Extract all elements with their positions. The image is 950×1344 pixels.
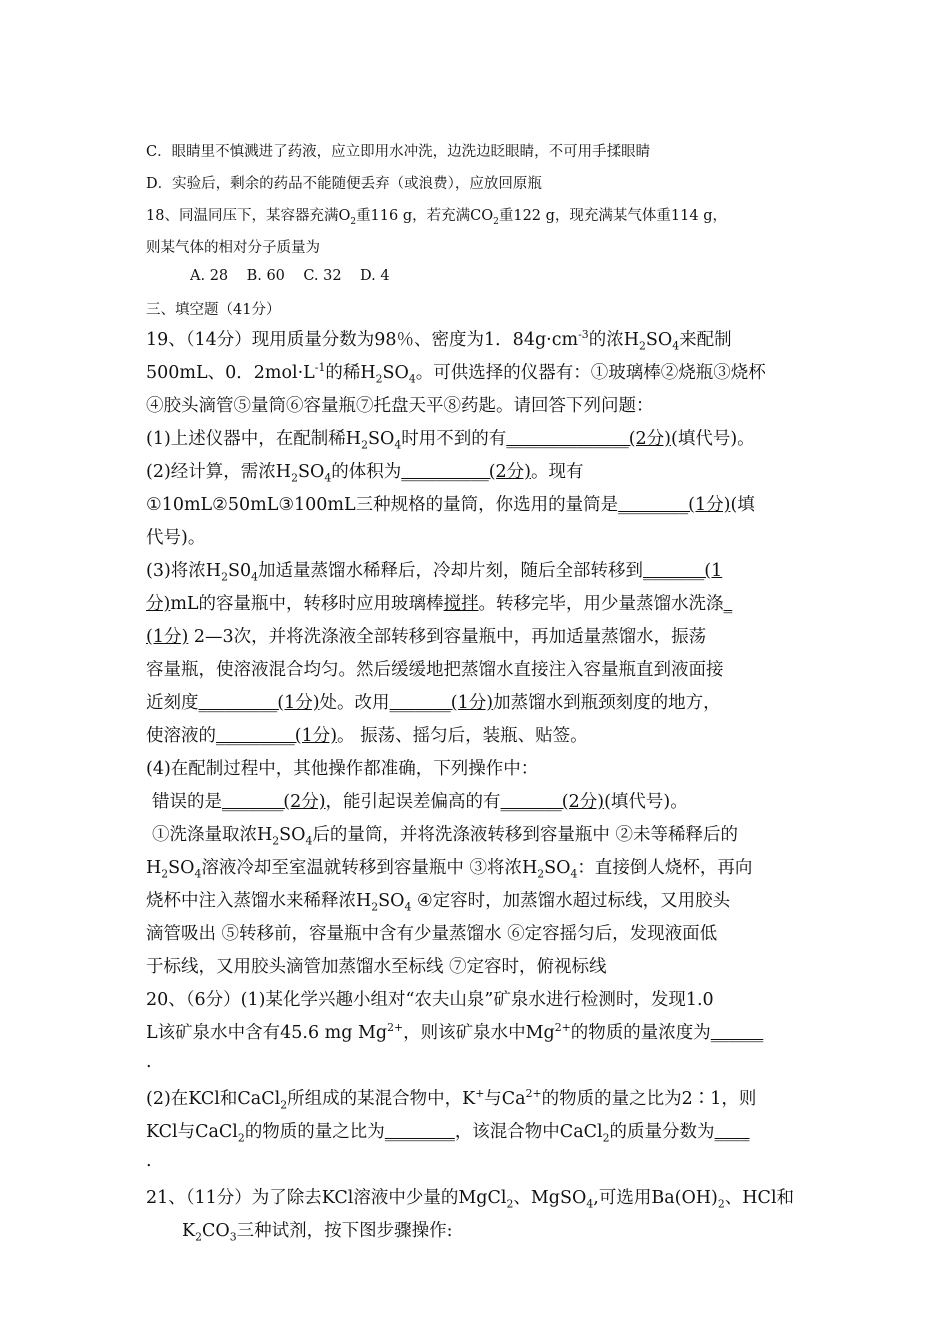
text-span: 、MgSO: [513, 1188, 587, 1208]
text-span: CO: [201, 1221, 230, 1241]
blank: __________(2分): [401, 462, 532, 482]
subscript: 2: [291, 471, 298, 485]
text-span: 处。改用: [319, 693, 390, 713]
subscript: 2: [602, 1131, 610, 1145]
text-span: 溶液冷却至室温就转移到容量瓶中 ③将浓H: [201, 858, 538, 878]
text-span: 。转移完毕，用少量蒸馏水洗涤: [478, 594, 724, 614]
text-span: 三、填空题（41分）: [146, 302, 281, 318]
subscript: 2: [371, 900, 379, 914]
q19-part4-line2: [152, 788, 688, 813]
subscript: 4: [570, 867, 578, 881]
text-span: ，该混合物中CaCl: [454, 1122, 603, 1142]
subscript: 4: [394, 438, 402, 452]
text-span: 21、（11分）为了除去KCl溶液中少量的MgCl: [146, 1188, 507, 1208]
blank: _______(2分): [500, 792, 605, 812]
text-span: (1)上述仪器中，在配制稀H: [146, 429, 362, 449]
q19-part4-line3: [152, 821, 738, 848]
text-span: ④胶头滴管⑤量筒⑥容量瓶⑦托盘天平⑧药匙。请回答下列问题：: [146, 396, 654, 416]
text-span: 加蒸馏水到瓶颈刻度的地方，: [493, 693, 721, 713]
text-span: 后的量筒，并将洗涤液转移到容量瓶中 ②未等稀释后的: [312, 825, 738, 845]
blank: _________(1分): [198, 693, 320, 713]
superscript: +: [475, 1087, 485, 1101]
subscript: 2: [161, 867, 169, 881]
text-span: K: [182, 1221, 196, 1241]
text-span: H: [146, 858, 162, 878]
text-span: 的浓H: [588, 330, 639, 350]
text-span: 。可供选择的仪器有：①玻璃棒②烧瓶③烧杯: [415, 363, 766, 383]
blank: _: [723, 594, 733, 614]
question-20-line2: [146, 1019, 763, 1044]
text-span: 的物质的量之比为2∶1，则: [541, 1089, 757, 1109]
subscript: 2: [195, 1230, 202, 1244]
text-span: 所组成的某混合物中，K: [287, 1089, 476, 1109]
text-span: SO: [378, 891, 405, 911]
q19-part3-line2: [146, 590, 732, 615]
text-span: .: [146, 1052, 152, 1072]
blank: ____: [714, 1122, 750, 1142]
q19-part3-line4: [146, 656, 724, 681]
text-span: D．实验后，剩余的药品不能随便丢弃（或浪费），应放回原瓶: [146, 176, 542, 192]
text-span: 容量瓶，使溶液混合均匀。然后缓缓地把蒸馏水直接注入容量瓶直到液面接: [146, 660, 724, 680]
text-span: SO: [544, 858, 571, 878]
text-span: 错误的是: [152, 792, 222, 812]
q19-part2-line3: [146, 524, 205, 549]
text-span: 重116 g，若充满CO: [356, 208, 494, 224]
subscript: 2: [221, 570, 228, 584]
text-span: SO: [645, 330, 673, 350]
subscript: 2: [537, 867, 545, 881]
superscript: 2+: [387, 1021, 404, 1035]
text-span: 。 振荡、摇匀后，装瓶、贴签。: [337, 726, 588, 746]
text-span: L该矿泉水中含有45.6 mg Mg: [146, 1023, 388, 1043]
blank: ________(1分): [618, 495, 731, 515]
subscript: 2: [350, 216, 357, 227]
question-21-line2: [182, 1217, 453, 1244]
q20-part2: [146, 1085, 756, 1112]
q19-part3-line6: [146, 722, 588, 747]
subscript: 2: [717, 1197, 725, 1211]
subscript: 2: [375, 372, 383, 386]
text-span: 于标线，又用胶头滴管加蒸馏水至标线 ⑦定容时，俯视标线: [146, 957, 607, 977]
question-19-line2: [146, 359, 766, 386]
text-span: 500mL、0．2mol·L: [146, 363, 315, 383]
text-span: 近刻度: [146, 693, 199, 713]
subscript: 4: [408, 372, 416, 386]
text-span: ：直接倒人烧杯，再向: [577, 858, 753, 878]
blank: 分): [146, 594, 171, 614]
text-span: S0: [227, 561, 252, 581]
q20-part2-line3: [146, 1151, 152, 1171]
text-span: SO: [279, 825, 306, 845]
text-span: 的物质的量之比为: [244, 1122, 385, 1142]
q19-part4-line5: [146, 887, 730, 914]
text-span: 2—3次，并将洗涤液全部转移到容量瓶中，再加适量蒸馏水，振荡: [188, 627, 707, 647]
blank: ______________(2分): [506, 429, 672, 449]
subscript: 2: [506, 1197, 514, 1211]
subscript: 4: [194, 867, 202, 881]
text-span: 代号)。: [146, 528, 206, 548]
subscript: 4: [672, 339, 680, 353]
subscript: 3: [229, 1230, 237, 1244]
q20-part2-line2: [146, 1118, 750, 1145]
text-span: 加适量蒸馏水稀释后，冷却片刻，随后全部转移到: [258, 561, 643, 581]
text-span: 的质量分数为: [609, 1122, 715, 1142]
subscript: 2: [493, 216, 499, 227]
text-span: 烧杯中注入蒸馏水来稀释浓H: [146, 891, 372, 911]
subscript: 4: [251, 570, 258, 584]
subscript: 4: [404, 900, 412, 914]
question-20-line3: [146, 1052, 152, 1072]
text-span: 滴管吸出 ⑤转移前，容量瓶中含有少量蒸馏水 ⑥定容摇匀后，发现液面低: [146, 924, 718, 944]
text-span: C．眼睛里不慎溅进了药液，应立即用水冲洗，边洗边眨眼睛，不可用手揉眼睛: [146, 144, 651, 160]
q19-part4-line6: [146, 920, 717, 945]
underlined-word: 搅拌: [443, 594, 479, 614]
text-span: (4)在配制过程中，其他操作都准确，下列操作中：: [146, 759, 539, 779]
blank: (1分): [146, 627, 189, 647]
q19-part3-line5: [146, 689, 721, 714]
text-span: 则某气体的相对分子质量为: [146, 240, 320, 256]
text-span: KCl与CaCl: [146, 1122, 238, 1142]
text-span: 的体积为: [331, 462, 402, 482]
subscript: 2: [280, 1098, 288, 1112]
text-span: SO: [168, 858, 195, 878]
text-span: (填代号)。: [671, 429, 755, 449]
q19-part4: [146, 755, 538, 780]
text-span: 三种试剂，按下图步骤操作:: [236, 1221, 453, 1241]
subscript: 2: [638, 339, 646, 353]
superscript: -1: [314, 361, 326, 375]
q19-part1: [146, 425, 755, 452]
text-span: ,可选用Ba(OH): [593, 1188, 718, 1208]
text-span: ④定容时，加蒸馏水超过标线，又用胶头: [411, 891, 731, 911]
text-span: 的稀H: [325, 363, 376, 383]
text-span: .: [146, 1151, 152, 1171]
option-17c: [146, 140, 650, 161]
text-span: 19、（14分）现用质量分数为98％、密度为1．84g·cm: [146, 330, 579, 350]
text-span: 来配制: [679, 330, 732, 350]
question-19-line3: [146, 392, 654, 417]
text-span: 的物质的量浓度为: [570, 1023, 711, 1043]
question-21: [146, 1184, 794, 1211]
subscript: 4: [586, 1197, 594, 1211]
subscript: 4: [305, 834, 313, 848]
q19-part3: [146, 557, 722, 584]
text-span: (3)将浓H: [146, 561, 222, 581]
text-span: ①洗涤量取浓H: [152, 825, 273, 845]
blank: _______(1分): [389, 693, 494, 713]
q19-part2: [146, 458, 584, 485]
question-19: [146, 326, 732, 353]
superscript: 2+: [554, 1021, 571, 1035]
blank: ______: [710, 1023, 764, 1043]
text-span: SO: [367, 429, 395, 449]
superscript: -3: [578, 328, 589, 342]
text-span: 、HCl和: [724, 1188, 795, 1208]
text-span: SO: [382, 363, 409, 383]
text-span: 20、（6分）(1)某化学兴趣小组对“农夫山泉”矿泉水进行检测时，发现1.0: [146, 990, 714, 1010]
section-3-heading: [146, 298, 280, 319]
text-span: 时用不到的有: [401, 429, 507, 449]
question-18-options: [190, 268, 390, 284]
text-span: 与Ca: [484, 1089, 526, 1109]
text-span: mL的容量瓶中，转移时应用玻璃棒: [170, 594, 444, 614]
q19-part3-line3: [146, 623, 706, 648]
subscript: 4: [324, 471, 332, 485]
question-20: [146, 986, 714, 1011]
blank: ________: [384, 1122, 455, 1142]
subscript: 2: [237, 1131, 245, 1145]
q19-part4-line4: [146, 854, 752, 881]
text-span: A. 28 B. 60 C. 32 D. 4: [190, 268, 390, 284]
text-span: (填代号)。: [604, 792, 688, 812]
text-span: 重122 g，现充满某气体重114 g，: [498, 208, 727, 224]
subscript: 2: [361, 438, 368, 452]
superscript: 2+: [525, 1087, 542, 1101]
blank: _______(2分): [222, 792, 326, 812]
text-span: 18、同温同压下，某容器充满O: [146, 208, 351, 224]
text-span: 使溶液的: [146, 726, 216, 746]
text-span: 。现有: [531, 462, 584, 482]
text-span: ，则该矿泉水中Mg: [403, 1023, 555, 1043]
q19-part2-line2: [146, 491, 755, 516]
q19-part4-line7: [146, 953, 607, 978]
option-17d: [146, 172, 542, 193]
text-span: SO: [297, 462, 325, 482]
blank: _______(1: [643, 561, 723, 581]
text-span: (填: [730, 495, 755, 515]
blank: _________(1分): [216, 726, 338, 746]
question-18-line2: [146, 236, 320, 257]
question-18: [146, 204, 727, 227]
text-span: ①10mL②50mL③100mL三种规格的量筒，你选用的量筒是: [146, 495, 619, 515]
text-span: ，能引起误差偏高的有: [325, 792, 501, 812]
text-span: (2)经计算，需浓H: [146, 462, 292, 482]
text-span: (2)在KCl和CaCl: [146, 1089, 281, 1109]
subscript: 2: [272, 834, 280, 848]
